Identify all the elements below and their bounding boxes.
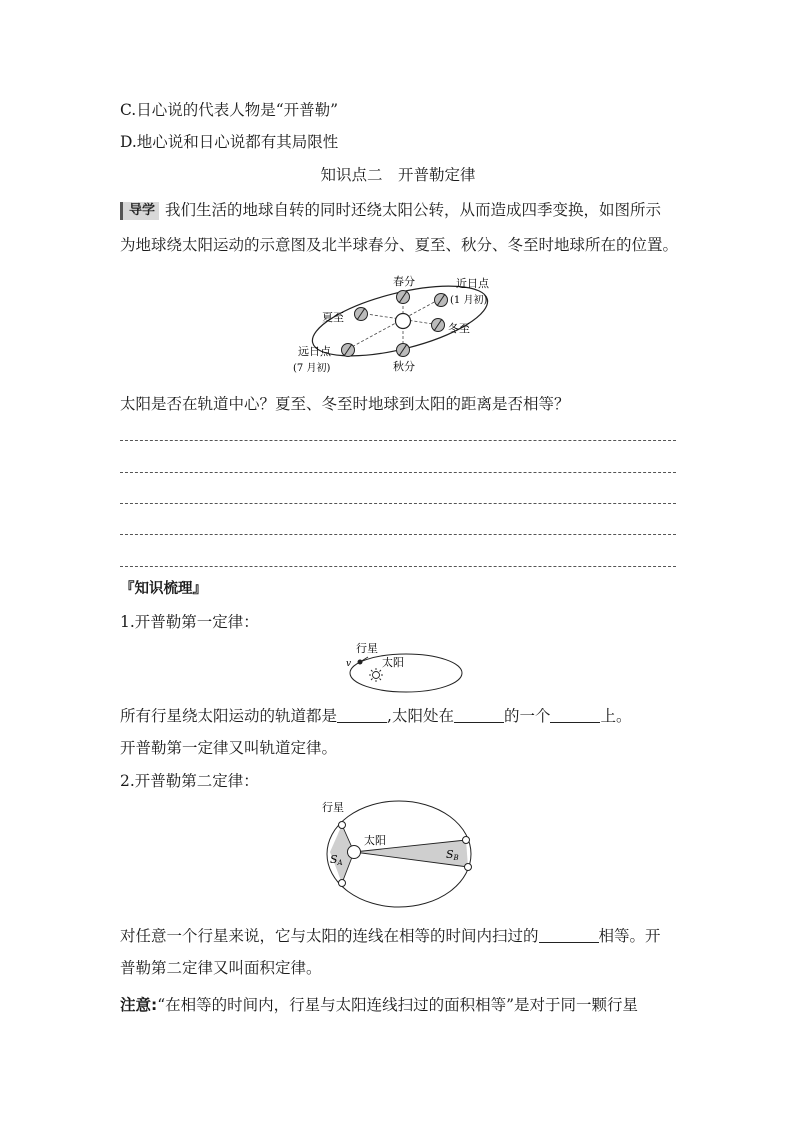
earth-xiazhi (355, 308, 368, 321)
law1-sentence (120, 705, 680, 727)
law1-label-planet: 行星 (356, 642, 378, 655)
law2-planet-b2 (465, 864, 472, 871)
law2-label-sun: 太阳 (364, 834, 386, 847)
label-qiufen: 秋分 (393, 360, 415, 373)
law2-label-sb: SB (446, 848, 459, 862)
law2-planet-a1 (339, 822, 346, 829)
earth-qiufen (397, 344, 410, 357)
label-chunfen: 春分 (393, 275, 415, 288)
law1-line2: 开普勒第一定律又叫轨道定律。 (120, 739, 338, 757)
law1-text-c: 的一个 (503, 707, 551, 725)
law1-heading: 1.开普勒第一定律： (120, 613, 259, 631)
law2-label-sa: SA (330, 853, 343, 867)
label-jinridian-date: (1 月初) (450, 295, 488, 306)
blank-area[interactable] (539, 928, 599, 943)
question-text: 太阳是否在轨道中心？夏至、冬至时地球到太阳的距离是否相等？ (120, 395, 570, 413)
law2-sun (348, 846, 361, 859)
law2-line2: 普勒第二定律又叫面积定律。 (120, 959, 322, 977)
earth-dongzhi (432, 319, 445, 332)
sun-circle (396, 314, 411, 329)
label-yuanridian: 远日点 (298, 345, 331, 358)
blank-ellipse[interactable] (454, 708, 504, 723)
law1-label-v: v (346, 659, 352, 669)
earth-chunfen (397, 291, 410, 304)
law2-planet-a2 (339, 880, 346, 887)
option-c: C.日心说的代表人物是“开普勒” (120, 101, 339, 119)
law1-orbit-ellipse (350, 654, 462, 692)
earth-orbit-figure (290, 268, 510, 378)
guide-paragraph-line1 (120, 199, 680, 221)
answer-line-5[interactable] (120, 566, 676, 567)
law1-sun-icon (369, 668, 383, 682)
knowledge-header: 『知识梳理』 (120, 581, 207, 597)
guide-badge: 导学 (120, 202, 159, 220)
law1-text-a: 所有行星绕太阳运动的轨道都是 (120, 707, 338, 725)
law2-text-b: 相等。开 (598, 927, 661, 945)
label-yuanridian-date: (7 月初) (293, 363, 331, 374)
note-paragraph (120, 994, 680, 1016)
label-jinridian: 近日点 (456, 277, 489, 290)
law2-figure (318, 795, 480, 910)
option-d: D.地心说和日心说都有其局限性 (120, 133, 339, 151)
answer-line-4[interactable] (120, 534, 676, 535)
blank-focus[interactable] (550, 708, 600, 723)
law2-heading: 2.开普勒第二定律： (120, 772, 259, 790)
label-xiazhi: 夏至 (322, 311, 344, 324)
law1-label-sun: 太阳 (382, 656, 404, 669)
law2-label-planet: 行星 (322, 801, 344, 814)
label-dongzhi: 冬至 (448, 322, 470, 335)
answer-line-1[interactable] (120, 440, 676, 441)
law2-planet-b1 (463, 837, 470, 844)
earth-jinridian (435, 294, 448, 307)
blank-orbit-shape[interactable] (337, 708, 387, 723)
law2-sentence (120, 925, 680, 947)
note-label: 注意: (120, 996, 158, 1014)
law1-text-d: 上。 (600, 707, 632, 725)
earth-yuanridian (342, 344, 355, 357)
section-title: 知识点二 开普勒定律 (320, 166, 476, 184)
law2-text-a: 对任意一个行星来说，它与太阳的连线在相等的时间内扫过的 (120, 927, 539, 945)
law1-figure (338, 638, 468, 696)
guide-text-line1: 我们生活的地球自转的同时还绕太阳公转，从而造成四季变换，如图所示 (165, 201, 662, 219)
guide-text-line2: 为地球绕太阳运动的示意图及北半球春分、夏至、秋分、冬至时地球所在的位置。 (120, 236, 679, 254)
law1-text-b: ,太阳处在 (387, 707, 454, 725)
answer-line-2[interactable] (120, 472, 676, 473)
answer-line-3[interactable] (120, 503, 676, 504)
note-text: “在相等的时间内，行星与太阳连线扫过的面积相等”是对于同一颗行星 (157, 996, 639, 1014)
